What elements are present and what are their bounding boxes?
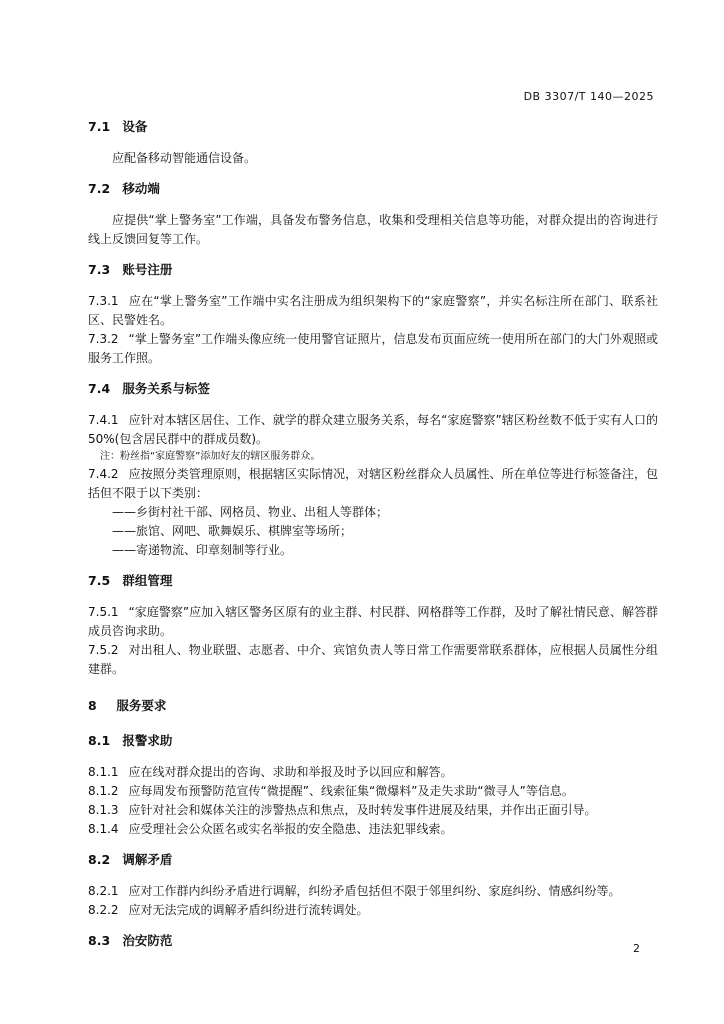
- clause-text: 应针对社会和媒体关注的涉警热点和焦点，及时转发事件进展及结果，并作出正面引导。: [128, 803, 597, 817]
- clause-text: 应在“掌上警务室”工作端中实名注册成为组织架构下的“家庭警察”，并实名标注所在部门、联系社区、民警姓名。: [88, 294, 658, 327]
- section-number: 7.2: [88, 181, 111, 196]
- clause-8-1-2: [88, 782, 658, 801]
- clause-number: 8.1.3: [88, 803, 119, 817]
- clause-7-5-1: [88, 603, 658, 641]
- clause-7-4-2: [88, 465, 658, 503]
- clause-number: 8.1.2: [88, 784, 119, 798]
- section-number: 7.5: [88, 573, 111, 588]
- section-title: 服务关系与标签: [122, 381, 210, 396]
- section-number: 8.3: [88, 933, 111, 948]
- section-7-1-text: 应配备移动智能通信设备。: [112, 151, 257, 165]
- clause-number: 7.5.2: [88, 643, 119, 657]
- section-7-4-heading: [88, 380, 658, 398]
- clause-text: 应每周发布预警防范宣传“微提醒”、线索征集“微爆料”及走失求助“微寻人”等信息。: [128, 784, 574, 798]
- section-title: 调解矛盾: [122, 852, 173, 867]
- section-7-1-heading: [88, 118, 658, 136]
- clause-8-1-4: [88, 820, 658, 839]
- clause-text: 对出租人、物业联盟、志愿者、中介、宾馆负责人等日常工作需要常联系群体，应根据人员属性分组建群。: [88, 643, 658, 676]
- section-title: 报警求助: [122, 733, 173, 748]
- clause-text: “掌上警务室”工作端头像应统一使用警官证照片，信息发布页面应统一使用所在部门的大门外观照或服务工作照。: [88, 332, 658, 365]
- section-7-2-text: 应提供“掌上警务室”工作端，具备发布警务信息，收集和受理相关信息等功能，对群众提出的咨询进行线上反馈回复等工作。: [88, 213, 658, 246]
- section-number: 8.2: [88, 852, 111, 867]
- clause-8-1-3: [88, 801, 658, 820]
- section-number: 7.4: [88, 381, 111, 396]
- section-title: 移动端: [122, 181, 160, 196]
- section-8-3-heading: [88, 932, 658, 950]
- clause-text: 应针对本辖区居住、工作、就学的群众建立服务关系，每名“家庭警察”辖区粉丝数不低于实有人口的50%(包含居民群中的群成员数)。: [88, 413, 658, 446]
- clause-text: 应按照分类管理原则，根据辖区实际情况，对辖区粉丝群众人员属性、所在单位等进行标签备注，包括但不限于以下类别：: [88, 467, 658, 500]
- chapter-8-heading: [88, 697, 658, 715]
- clause-number: 7.3.2: [88, 332, 119, 346]
- note: 注：粉丝指“家庭警察”添加好友的辖区服务群众。: [100, 451, 321, 462]
- clause-number: 8.2.2: [88, 903, 119, 917]
- section-number: 7.1: [88, 119, 111, 134]
- clause-7-4-1: [88, 411, 658, 449]
- clause-number: 7.3.1: [88, 294, 119, 308]
- clause-text: “家庭警察”应加入辖区警务区原有的业主群、村民群、网格群等工作群，及时了解社情民意、解答群成员咨询求助。: [88, 605, 658, 638]
- section-8-1-heading: [88, 732, 658, 750]
- chapter-number: 8: [88, 698, 97, 713]
- document-code: DB 3307/T 140—2025: [523, 90, 654, 103]
- page-number: 2: [633, 942, 640, 955]
- section-7-2-heading: [88, 180, 658, 198]
- dash-list-item: ——寄递物流、印章刻制等行业。: [112, 543, 293, 557]
- dash-list-item: ——乡街村社干部、网格员、物业、出租人等群体；: [112, 505, 389, 519]
- clause-number: 7.4.1: [88, 413, 119, 427]
- clause-8-1-1: [88, 763, 658, 782]
- section-7-5-heading: [88, 572, 658, 590]
- document-body: [88, 118, 658, 963]
- clause-text: 应受理社会公众匿名或实名举报的安全隐患、违法犯罪线索。: [128, 822, 453, 836]
- clause-8-2-2: [88, 901, 658, 920]
- clause-text: 应对工作群内纠纷矛盾进行调解，纠纷矛盾包括但不限于邻里纠纷、家庭纠纷、情感纠纷等。: [128, 884, 621, 898]
- clause-number: 8.1.4: [88, 822, 119, 836]
- clause-text: 应在线对群众提出的咨询、求助和举报及时予以回应和解答。: [128, 765, 453, 779]
- clause-number: 7.5.1: [88, 605, 119, 619]
- clause-7-3-1: [88, 292, 658, 330]
- section-title: 账号注册: [122, 262, 173, 277]
- section-title: 群组管理: [122, 573, 173, 588]
- section-7-3-heading: [88, 261, 658, 279]
- section-title: 设备: [122, 119, 148, 134]
- clause-8-2-1: [88, 882, 658, 901]
- section-title: 治安防范: [122, 933, 173, 948]
- clause-7-3-2: [88, 330, 658, 368]
- clause-number: 7.4.2: [88, 467, 119, 481]
- clause-text: 应对无法完成的调解矛盾纠纷进行流转调处。: [128, 903, 369, 917]
- clause-number: 8.1.1: [88, 765, 119, 779]
- chapter-title: 服务要求: [116, 698, 167, 713]
- section-8-2-heading: [88, 851, 658, 869]
- section-number: 7.3: [88, 262, 111, 277]
- clause-number: 8.2.1: [88, 884, 119, 898]
- section-number: 8.1: [88, 733, 111, 748]
- clause-7-5-2: [88, 641, 658, 679]
- dash-list-item: ——旅馆、网吧、歌舞娱乐、棋牌室等场所；: [112, 524, 353, 538]
